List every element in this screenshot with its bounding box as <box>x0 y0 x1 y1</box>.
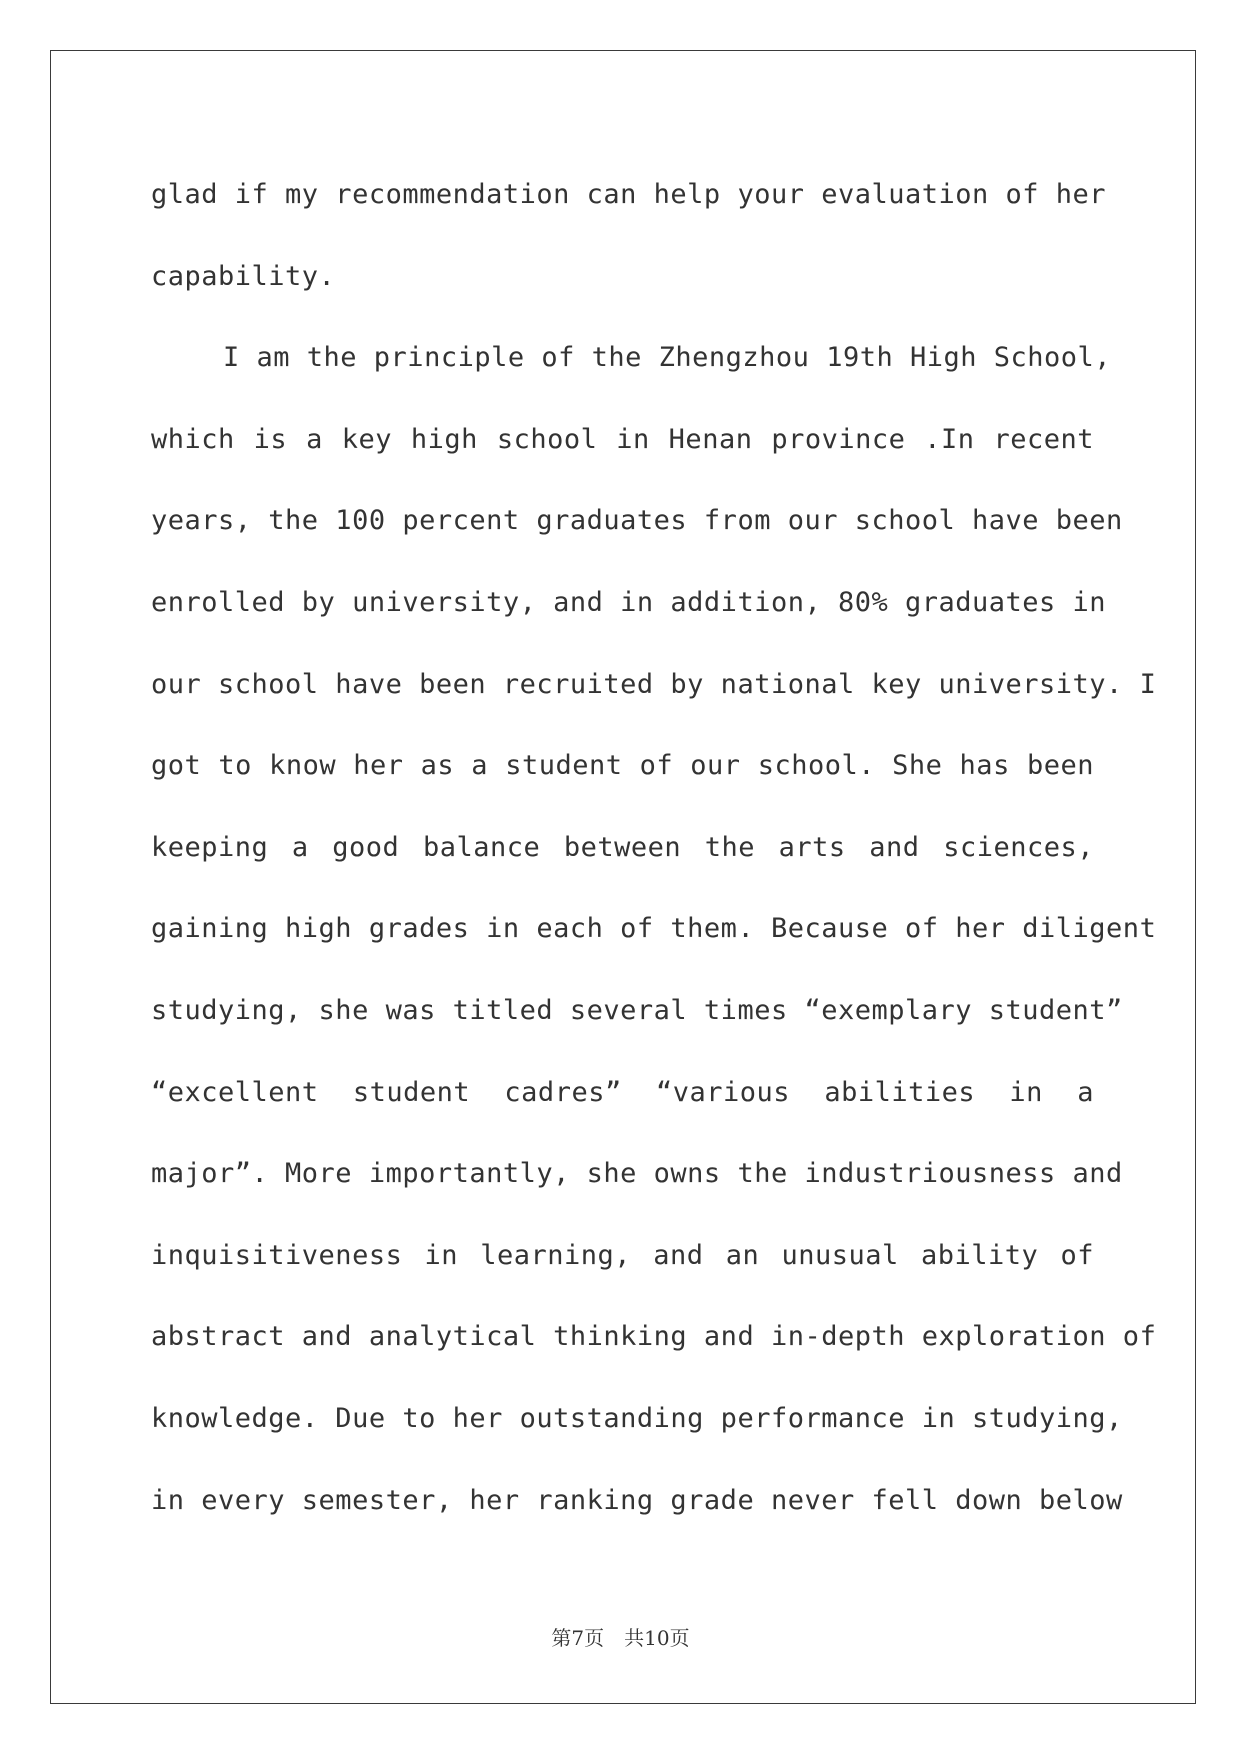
text-line: keeping a good balance between the arts and sciences, <box>151 831 1094 863</box>
paragraph-2 <box>151 317 1157 1541</box>
text-line: in every semester, her ranking grade never fell down below <box>151 1484 1123 1516</box>
text-line: major”. More importantly, she owns the industriousness and <box>151 1158 1123 1190</box>
text-line: gaining high grades in each of them. Because of her diligent <box>151 913 1157 945</box>
text-line: abstract and analytical thinking and in-depth exploration of <box>151 1321 1157 1353</box>
text-line: enrolled by university, and in addition, 80% graduates in <box>151 586 1107 618</box>
page-number-indicator: 第7页 共10页 <box>551 1626 690 1650</box>
text-line: got to know her as a student of our school. She has been <box>151 750 1094 782</box>
text-line: our school have been recruited by national key university. I <box>151 668 1157 700</box>
page-footer <box>0 1622 1241 1651</box>
text-line: “excellent student cadres” “various abilities in a <box>151 1076 1094 1108</box>
text-line: I am the principle of the Zhengzhou 19th High School, <box>223 342 1112 374</box>
text-line: capability. <box>151 260 336 292</box>
text-line: glad if my recommendation can help your evaluation of her <box>151 179 1107 210</box>
text-line: inquisitiveness in learning, and an unusual ability of <box>151 1239 1094 1271</box>
text-line: which is a key high school in Henan province .In recent <box>151 423 1094 455</box>
text-line: years, the 100 percent graduates from our school have been <box>151 505 1123 537</box>
text-line: studying, she was titled several times “exemplary student” <box>151 994 1123 1026</box>
document-body <box>151 154 1157 1541</box>
paragraph-1 <box>151 154 1107 317</box>
text-line: knowledge. Due to her outstanding performance in studying, <box>151 1402 1123 1434</box>
